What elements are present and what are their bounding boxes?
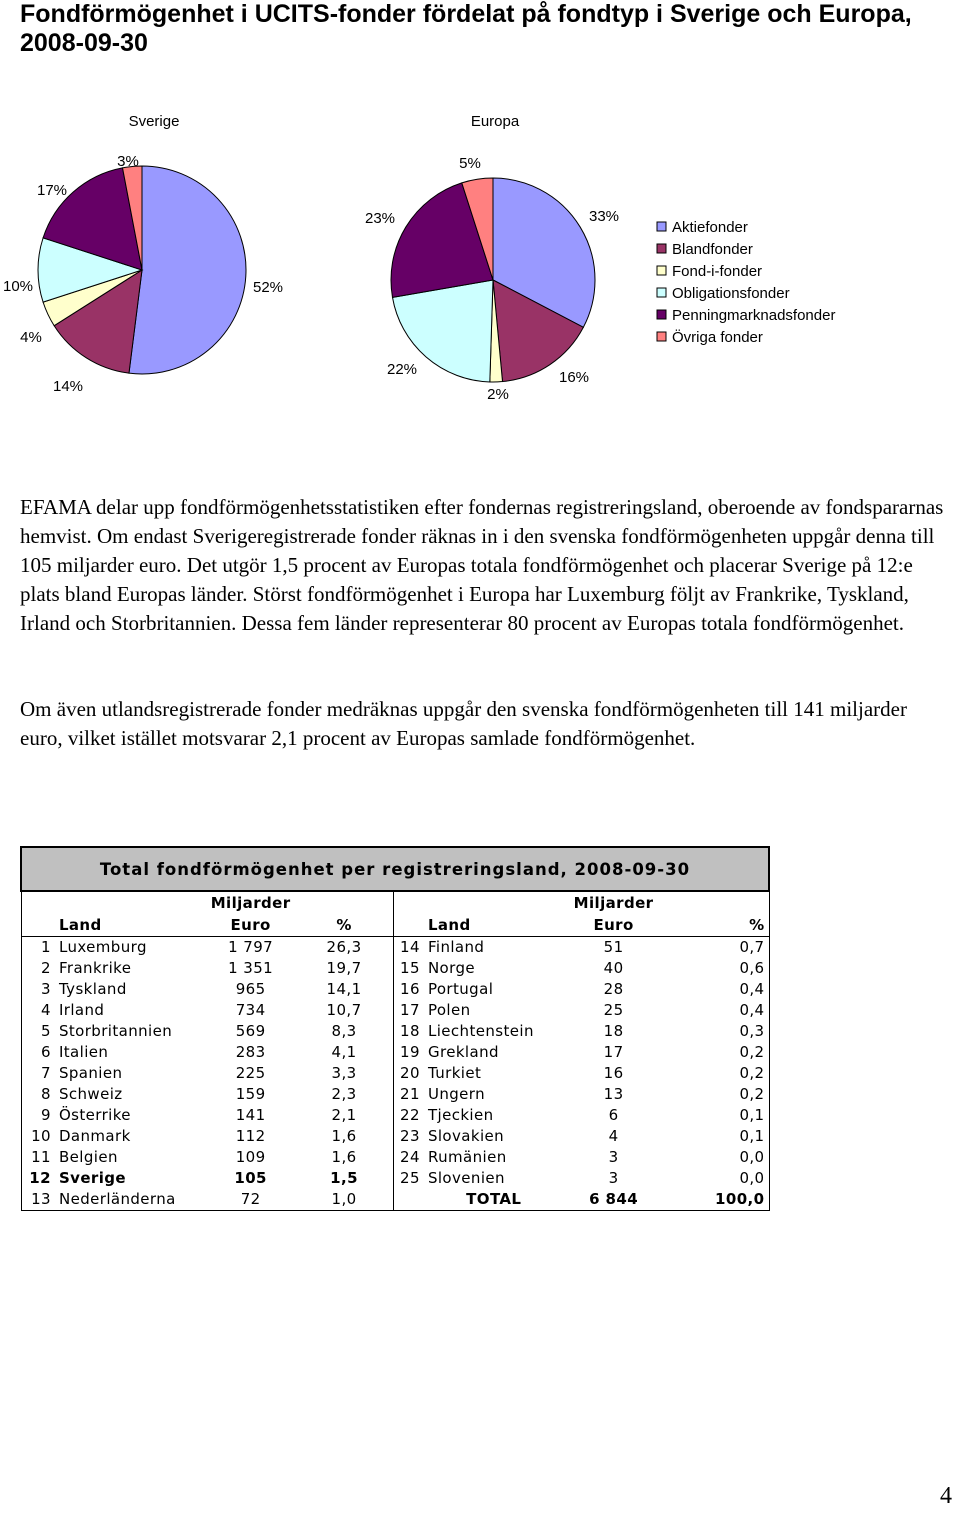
table-row xyxy=(21,958,769,979)
percent-cell: 4,1 xyxy=(295,1042,394,1063)
country-cell: Norge xyxy=(427,959,475,977)
rank-cell: 16 xyxy=(400,980,420,998)
country-cell: Spanien xyxy=(58,1064,123,1082)
euro-cell: 18 xyxy=(603,1022,624,1040)
legend-label-aktiefonder: Aktiefonder xyxy=(672,219,748,236)
euro-cell: 112 xyxy=(235,1127,266,1145)
paragraph-efama: EFAMA delar upp fondförmögenhetsstatistiken efter fondernas registreringsland, oberoende av fondspararnas hemvist. Om endast Sverigeregistrerade fonder räknas in i den svenska fondförmögenheten uppgår denna till 105 miljarder euro. Det utgör 1,5 procent av Europas totala fondförmögenhet och placerar Sverige på 12:e plats bland Europas länder. Störst fondförmögenhet i Europa har Luxemburg följt av Frankrike, Tyskland, Irland och Storbritannien. Dessa fem länder representerar 80 procent av Europas totala fondförmögenhet. xyxy=(20,495,944,635)
pie-slice-sverige-aktiefonder xyxy=(129,166,246,374)
rank-cell: 14 xyxy=(400,938,420,956)
rank-cell: 11 xyxy=(21,1147,55,1168)
percent-cell: 0,3 xyxy=(664,1021,770,1042)
table-row xyxy=(21,1189,769,1211)
rank-cell: 15 xyxy=(400,959,420,977)
rank-cell: 10 xyxy=(21,1126,55,1147)
legend-swatch-fond-i-fonder xyxy=(657,266,666,275)
euro-cell: 965 xyxy=(235,980,266,998)
euro-cell: 6 xyxy=(608,1106,619,1124)
euro-cell: 569 xyxy=(235,1022,266,1040)
euro-cell: 3 xyxy=(608,1148,619,1166)
euro-cell: 141 xyxy=(235,1106,266,1124)
rank-cell: 23 xyxy=(400,1127,420,1145)
rank-cell: 13 xyxy=(21,1189,55,1211)
euro-cell: 3 xyxy=(608,1169,619,1187)
rank-cell: 12 xyxy=(21,1168,55,1189)
percent-cell: 0,0 xyxy=(664,1168,770,1189)
percent-cell: 2,1 xyxy=(295,1105,394,1126)
pie-charts xyxy=(0,100,960,400)
table-row xyxy=(21,1168,769,1189)
percent-cell: 0,6 xyxy=(664,958,770,979)
rank-cell xyxy=(394,1189,424,1211)
percent-cell: 100,0 xyxy=(664,1189,770,1211)
country-cell: Polen xyxy=(427,1001,471,1019)
country-cell: Schweiz xyxy=(58,1085,123,1103)
percent-cell: 0,4 xyxy=(664,979,770,1000)
euro-cell: 734 xyxy=(235,1001,266,1019)
percent-cell: 1,6 xyxy=(295,1126,394,1147)
euro-cell: 51 xyxy=(603,938,624,956)
pie-label-sverige-obligationsfonder: 10% xyxy=(2,278,34,295)
percent-cell: 14,1 xyxy=(295,979,394,1000)
euro-cell: 16 xyxy=(603,1064,624,1082)
euro-cell: 1 797 xyxy=(228,938,274,956)
table-row xyxy=(21,1105,769,1126)
header-land-right: Land xyxy=(424,914,564,937)
rank-cell: 19 xyxy=(400,1043,420,1061)
legend-label-blandfonder: Blandfonder xyxy=(672,241,753,258)
table-row xyxy=(21,937,769,959)
legend-swatch-ovriga-fonder xyxy=(657,332,666,341)
pie-label-europa-ovriga-fonder: 5% xyxy=(459,155,481,172)
pie-label-sverige-blandfonder: 14% xyxy=(52,378,84,395)
country-cell: TOTAL xyxy=(424,1189,564,1211)
table-row xyxy=(21,1147,769,1168)
euro-cell: 283 xyxy=(235,1043,266,1061)
page-number: 4 xyxy=(940,1483,952,1509)
rank-cell: 17 xyxy=(400,1001,420,1019)
euro-cell: 6 844 xyxy=(564,1189,664,1211)
rank-cell: 25 xyxy=(400,1169,420,1187)
country-cell: Tjeckien xyxy=(427,1106,494,1124)
pie-label-europa-blandfonder: 16% xyxy=(558,369,590,386)
rank-cell: 21 xyxy=(400,1085,420,1103)
pie-label-sverige-ovriga-fonder: 3% xyxy=(117,153,139,170)
table-caption: Total fondförmögenhet per registreringsland, 2008-09-30 xyxy=(21,847,769,891)
pie-label-sverige-aktiefonder: 52% xyxy=(252,279,284,296)
country-cell: Grekland xyxy=(427,1043,499,1061)
country-cell: Italien xyxy=(58,1043,109,1061)
header-euro-right: Euro xyxy=(564,914,664,937)
euro-cell: 1 351 xyxy=(228,959,274,977)
country-cell: Rumänien xyxy=(427,1148,507,1166)
country-cell: Storbritannien xyxy=(58,1022,173,1040)
percent-cell: 0,1 xyxy=(664,1105,770,1126)
country-cell: Danmark xyxy=(58,1127,131,1145)
percent-cell: 0,4 xyxy=(664,1000,770,1021)
pie-europa xyxy=(391,178,595,382)
euro-cell: 105 xyxy=(234,1169,267,1187)
header-miljarder-right: Miljarder xyxy=(573,894,654,912)
euro-cell: 17 xyxy=(603,1043,624,1061)
percent-cell: 8,3 xyxy=(295,1021,394,1042)
header-miljarder-left: Miljarder xyxy=(210,894,291,912)
euro-cell: 225 xyxy=(235,1064,266,1082)
rank-cell: 3 xyxy=(21,979,55,1000)
percent-cell: 1,6 xyxy=(295,1147,394,1168)
country-cell: Frankrike xyxy=(58,959,132,977)
rank-cell: 1 xyxy=(21,937,55,959)
country-cell: Irland xyxy=(58,1001,105,1019)
rank-cell: 4 xyxy=(21,1000,55,1021)
legend-label-penningmarknadsfonder: Penningmarknadsfonder xyxy=(672,307,836,324)
header-pct-left: % xyxy=(295,914,394,937)
euro-cell: 13 xyxy=(603,1085,624,1103)
header-euro-left: Euro xyxy=(207,914,295,937)
rank-cell: 6 xyxy=(21,1042,55,1063)
percent-cell: 1,0 xyxy=(295,1189,394,1211)
percent-cell: 26,3 xyxy=(295,937,394,959)
legend-swatch-obligationsfonder xyxy=(657,288,666,297)
country-cell: Slovakien xyxy=(427,1127,505,1145)
pie-sverige xyxy=(38,166,246,374)
country-cell: Portugal xyxy=(427,980,494,998)
country-cell: Finland xyxy=(427,938,485,956)
country-cell: Sverige xyxy=(58,1169,126,1187)
euro-cell: 159 xyxy=(235,1085,266,1103)
legend-label-fond-i-fonder: Fond-i-fonder xyxy=(672,263,763,280)
rank-cell: 18 xyxy=(400,1022,420,1040)
page-title: Fondförmögenhet i UCITS-fonder fördelat på fondtyp i Sverige och Europa, 2008-09-30 xyxy=(20,0,912,57)
percent-cell: 19,7 xyxy=(295,958,394,979)
legend-swatch-blandfonder xyxy=(657,244,666,253)
country-cell: Tyskland xyxy=(58,980,127,998)
pie-title-sverige: Sverige xyxy=(128,113,180,130)
country-cell: Österrike xyxy=(58,1106,131,1124)
pie-title-europa: Europa xyxy=(470,113,520,130)
country-cell: Liechtenstein xyxy=(427,1022,534,1040)
paragraph-utlands: Om även utlandsregistrerade fonder medräknas uppgår den svenska fondförmögenheten till 141 miljarder euro, vilket istället motsvarar 2,1 procent av Europas samlade fondförmögenhet. xyxy=(20,697,907,750)
header-land-left: Land xyxy=(55,914,207,937)
percent-cell: 3,3 xyxy=(295,1063,394,1084)
country-cell: Nederländerna xyxy=(55,1189,207,1211)
legend-label-obligationsfonder: Obligationsfonder xyxy=(672,285,790,302)
table-row xyxy=(21,1126,769,1147)
legend-label-ovriga-fonder: Övriga fonder xyxy=(672,329,763,346)
pie-label-europa-obligationsfonder: 22% xyxy=(386,361,418,378)
country-cell: Ungern xyxy=(427,1085,485,1103)
euro-cell: 25 xyxy=(603,1001,624,1019)
country-cell: Belgien xyxy=(58,1148,118,1166)
country-cell: Slovenien xyxy=(427,1169,505,1187)
euro-cell: 40 xyxy=(603,959,624,977)
rank-cell: 7 xyxy=(21,1063,55,1084)
table-row xyxy=(21,1021,769,1042)
euro-cell: 109 xyxy=(235,1148,266,1166)
country-cell: Turkiet xyxy=(427,1064,482,1082)
rank-cell: 5 xyxy=(21,1021,55,1042)
percent-cell: 2,3 xyxy=(295,1084,394,1105)
country-cell: Luxemburg xyxy=(58,938,147,956)
rank-cell: 22 xyxy=(400,1106,420,1124)
fund-assets-table xyxy=(20,846,770,1211)
pie-label-europa-aktiefonder: 33% xyxy=(588,208,620,225)
percent-cell: 1,5 xyxy=(295,1168,394,1189)
rank-cell: 2 xyxy=(21,958,55,979)
percent-cell: 10,7 xyxy=(295,1000,394,1021)
rank-cell: 9 xyxy=(21,1105,55,1126)
table-row xyxy=(21,979,769,1000)
legend-swatch-aktiefonder xyxy=(657,222,666,231)
pie-label-sverige-fond-i-fonder: 4% xyxy=(20,329,42,346)
percent-cell: 0,1 xyxy=(664,1126,770,1147)
header-pct-right: % xyxy=(664,914,770,937)
rank-cell: 20 xyxy=(400,1064,420,1082)
percent-cell: 0,2 xyxy=(664,1063,770,1084)
euro-cell: 4 xyxy=(608,1127,619,1145)
table-row xyxy=(21,1084,769,1105)
table-row xyxy=(21,1042,769,1063)
table-row xyxy=(21,1000,769,1021)
pie-label-europa-penningmarknadsfonder: 23% xyxy=(364,210,396,227)
euro-cell: 28 xyxy=(603,980,624,998)
rank-cell: 8 xyxy=(21,1084,55,1105)
percent-cell: 0,2 xyxy=(664,1084,770,1105)
pie-label-sverige-penningmarknadsfonder: 17% xyxy=(36,182,68,199)
percent-cell: 0,0 xyxy=(664,1147,770,1168)
pie-label-europa-fond-i-fonder: 2% xyxy=(487,386,509,400)
legend-swatch-penningmarknadsfonder xyxy=(657,310,666,319)
euro-cell: 72 xyxy=(207,1189,295,1211)
rank-cell: 24 xyxy=(400,1148,420,1166)
percent-cell: 0,2 xyxy=(664,1042,770,1063)
percent-cell: 0,7 xyxy=(664,937,770,959)
table-row xyxy=(21,1063,769,1084)
